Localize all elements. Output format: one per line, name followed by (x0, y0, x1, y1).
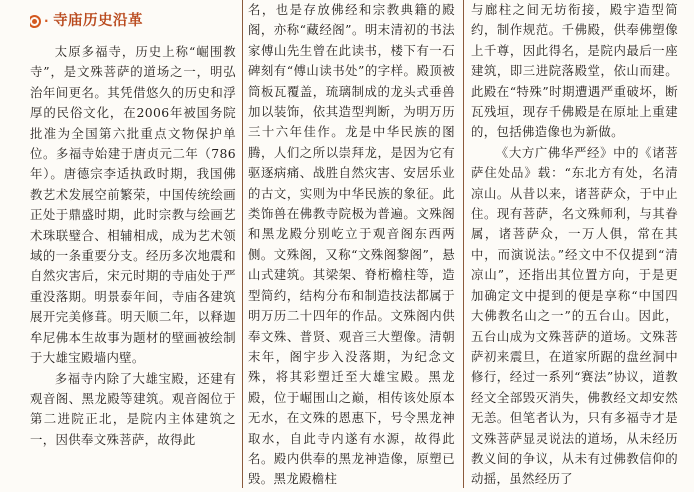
section-heading (30, 4, 236, 38)
paragraph: 《大方广佛华严经》中的《诸菩萨住处品》载：“东北方有处，名清凉山。从昔以来，诸菩萨众，于中止住。现有菩萨，名文殊师利，与其眷属，诸菩萨众，一万人俱，常在其中，而演说法。”经文中不仅提到“清凉山”，还指出其位置方向，于是更加确定文中提到的便是享称“中国四大佛教名山之一”的五台山。因此，五台山成为文殊菩萨的道场。文殊菩萨初来震旦，在道家所踞的盘丝洞中修行，经过一系列“赛法”协议，道教经文全部毁灭消失，佛教经文却安然无恙。但笔者认为，只有多福寺才是文殊菩萨显灵说法的道场，从未经历教义间的争议，从未有过佛教信仰的动摇，虽然经历了 (471, 144, 678, 487)
circle-bullet-icon (30, 15, 41, 28)
text-column-3 (471, 0, 678, 488)
paragraph: 多福寺内除了大雄宝殿，还建有观音阁、黑龙殿等建筑。观音阁位于第二进院正北，是院内主体建筑之一，因供奉文殊菩萨，故得此 (30, 370, 236, 447)
text-column-1 (30, 4, 236, 492)
paragraph: 太原多福寺，历史上称“崛围教寺”，是文殊菩萨的道场之一，明弘治年间更名。其凭借悠久的历史和浮厚的民俗文化，在2006年被国务院批准为全国第六批重点文物保护单位。多福寺始建于唐贞元二年（786年）。唐德宗李适执政时期，我国佛教艺术发展空前繁荣，中国传统绘画正处于鼎盛时期，此时宗教与绘画艺术珠联璧合、相辅相成，成为艺术领域的一条重要分支。经历多次地震和自然灾害后，宋元时期的寺庙处于严重没落期。明景泰年间，寺庙各建筑展开完美修葺。明天顺二年，以释迦牟尼佛本生故事为题材的壁画被绘制于大雄宝殿墙内壁。 (30, 44, 236, 366)
section-title: 寺庙历史沿革 (53, 12, 144, 29)
bullet-dot-icon: · (44, 13, 50, 28)
column-divider (463, 0, 464, 488)
column-divider (242, 0, 243, 488)
text-column-2 (248, 0, 455, 488)
paragraph: 名，也是存放佛经和宗教典籍的殿阁，亦称“藏经阁”。明末清初的书法家傅山先生曾在此读书，楼下有一石碑刻有“傅山读书处”的字样。殿顶被筒板瓦覆盖，琉璃制成的龙头式垂兽加以装饰，依其造型判断，为明万历三十六年佳作。龙是中华民族的图腾，人们之所以崇拜龙，是因为它有驱逐病痛、战胜自然灾害、安居乐业的古文，实则为中华民族的象征。此类饰兽在佛教寺院极为普遍。文殊阁和黑龙殿分别屹立于观音阁东西两侧。文殊阁，又称“文殊阁黎阁”，悬山式建筑。其梁架、脊桁檐柱等，造型简约，结构分布和制造技法都属于明万历二十四年的作品。文殊阁内供奉文殊、普贤、观音三大塑像。清朝末年，阁宇步入没落期，为纪念文殊，将其彩塑迁至大雄宝殿。黑龙殿，位于崛围山之巅，相传该处原本无水，在文殊的恩惠下，号令黑龙神取水，自此寺内遂有水源，故得此名。殿内供奉的黑龙神造像，原塑已毁。黑龙殿檐柱 (248, 2, 455, 487)
paragraph: 与廊柱之间无坊衔接，殿宇造型简约，制作规范。千佛殿，供奉佛塑像上千尊，因此得名，是院内最后一座建筑，即三进院落殿堂，依山而建。此殿在“特殊”时期遭遇严重破坏，断瓦残垣，现存千佛殿是在原址上重建的，包括佛造像也为新做。 (471, 2, 678, 140)
